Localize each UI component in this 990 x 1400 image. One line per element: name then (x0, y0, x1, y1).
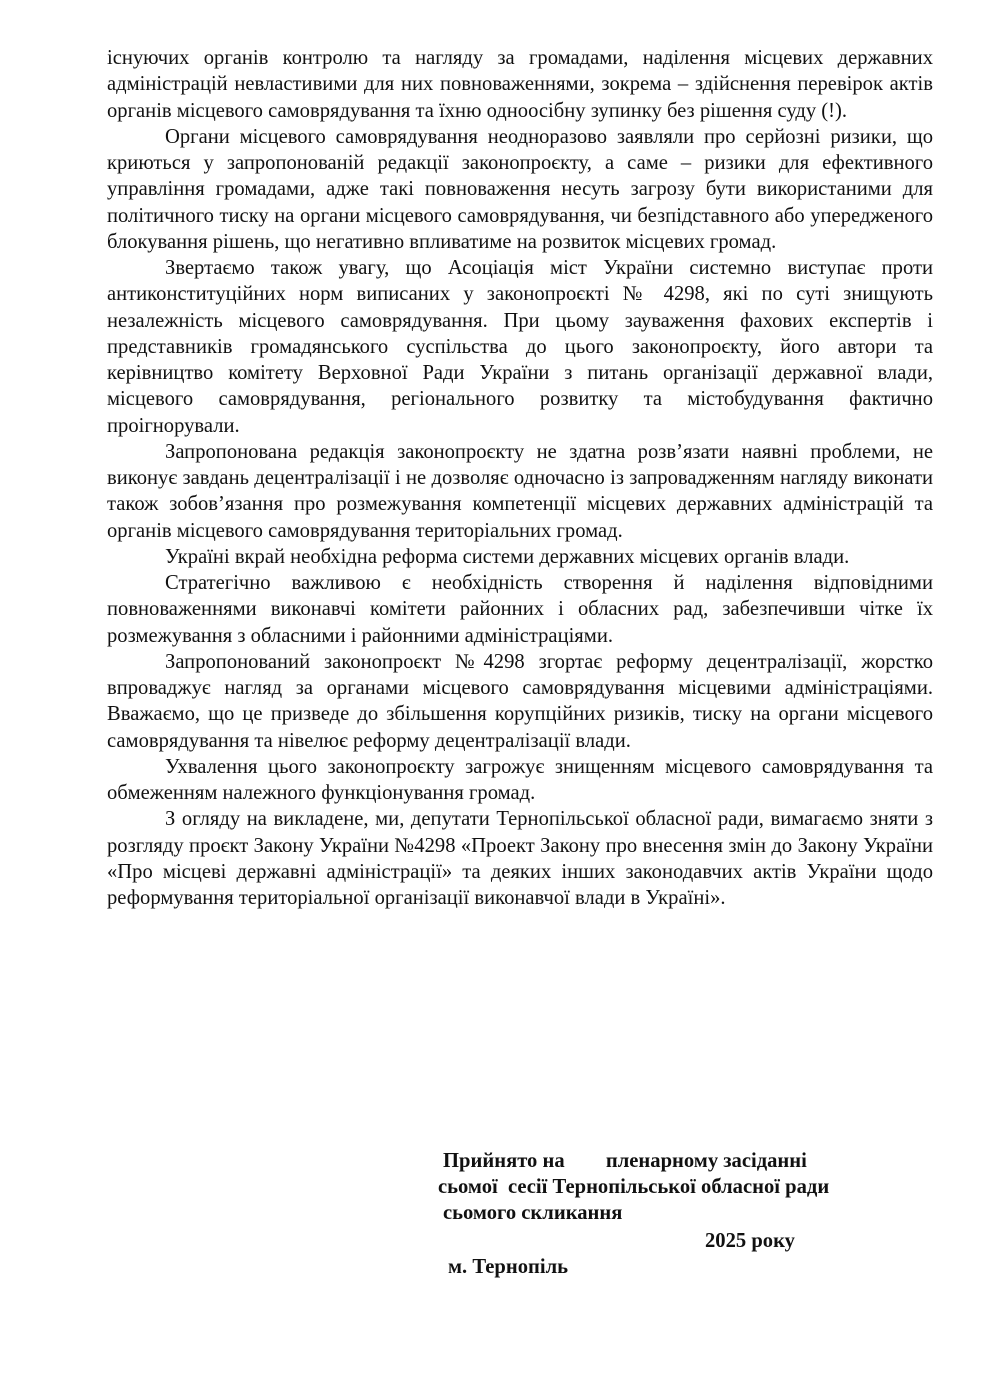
signature-date: 2025 року (705, 1230, 795, 1252)
paragraph-8: Ухвалення цього законопроєкту загрожує знищенням місцевого самоврядування та обмеженням належного функціонування громад. (107, 755, 933, 804)
signature-session-line: сьомої сесії Тернопільської обласної ради (438, 1176, 830, 1198)
document-body (107, 45, 933, 911)
paragraph-1: існуючих органів контролю та нагляду за громадами, наділення місцевих державних адміністрацій невластивими для них повноваженнями, зокрема – здійснення перевірок актів органів місцевого самоврядування та їхню одноосібну зупинку без рішення суду (!). (107, 47, 933, 122)
signature-place: м. Тернопіль (448, 1256, 569, 1278)
paragraph-3: Звертаємо також увагу, що Асоціація міст України системно виступає проти антиконституційних норм виписаних у законопроєкті № 4298, які по суті знищують незалежність місцевого самоврядування. При цьому зауваження фахових експертів і представників громадянського суспільства до цього законопроєкту, його автори та керівництво комітету Верховної Ради України з питань організації державної влади, місцевого самоврядування, регіонального розвитку та містобудування фактично проігнорували. (107, 257, 933, 437)
signature-adopted-line: Прийнято на пленарному засіданні (443, 1150, 807, 1172)
paragraph-4: Запропонована редакція законопроєкту не здатна розв’язати наявні проблеми, не виконує завдань децентралізації і не дозволяє одночасно із запровадженням нагляду виконати також зобов’язання про розмежування компетенції місцевих державних адміністрацій та органів місцевого самоврядування територіальних громад. (107, 440, 933, 542)
paragraph-6: Стратегічно важливою є необхідність створення й наділення відповідними повноваженнями виконавчі комітети районних і обласних рад, забезпечивши чітке їх розмежування з обласними і районними адміністраціями. (107, 572, 933, 647)
paragraph-2: Органи місцевого самоврядування неодноразово заявляли про серйозні ризики, що криються у запропонованій редакції законопроєкту, а саме – ризики для ефективного управління громадами, адже такі повноваження несуть загрозу бути використаними для політичного тиску на органи місцевого самоврядування, чи безпідставного або упередженого блокування рішень, що негативно впливатиме на розвиток місцевих громад. (107, 125, 933, 253)
paragraph-7: Запропонований законопроєкт №4298 згортає реформу децентралізації, жорстко впроваджує нагляд за органами місцевого самоврядування місцевими адміністраціями. Вважаємо, що це призведе до збільшення корупційних ризиків, тиску на органи місцевого самоврядування та нівелює реформу децентралізації влади. (107, 650, 933, 752)
signature-convocation-line: сьомого скликання (443, 1202, 623, 1224)
paragraph-5: Україні вкрай необхідна реформа системи державних місцевих органів влади. (165, 545, 850, 568)
paragraph-9: З огляду на викладене, ми, депутати Тернопільської обласної ради, вимагаємо зняти з розгляду проєкт Закону України №4298 «Проект Закону про внесення змін до Закону України «Про місцеві державні адміністрації» та деяких інших законодавчих актів України щодо реформування територіальної організації виконавчої влади в Україні». (107, 808, 933, 909)
